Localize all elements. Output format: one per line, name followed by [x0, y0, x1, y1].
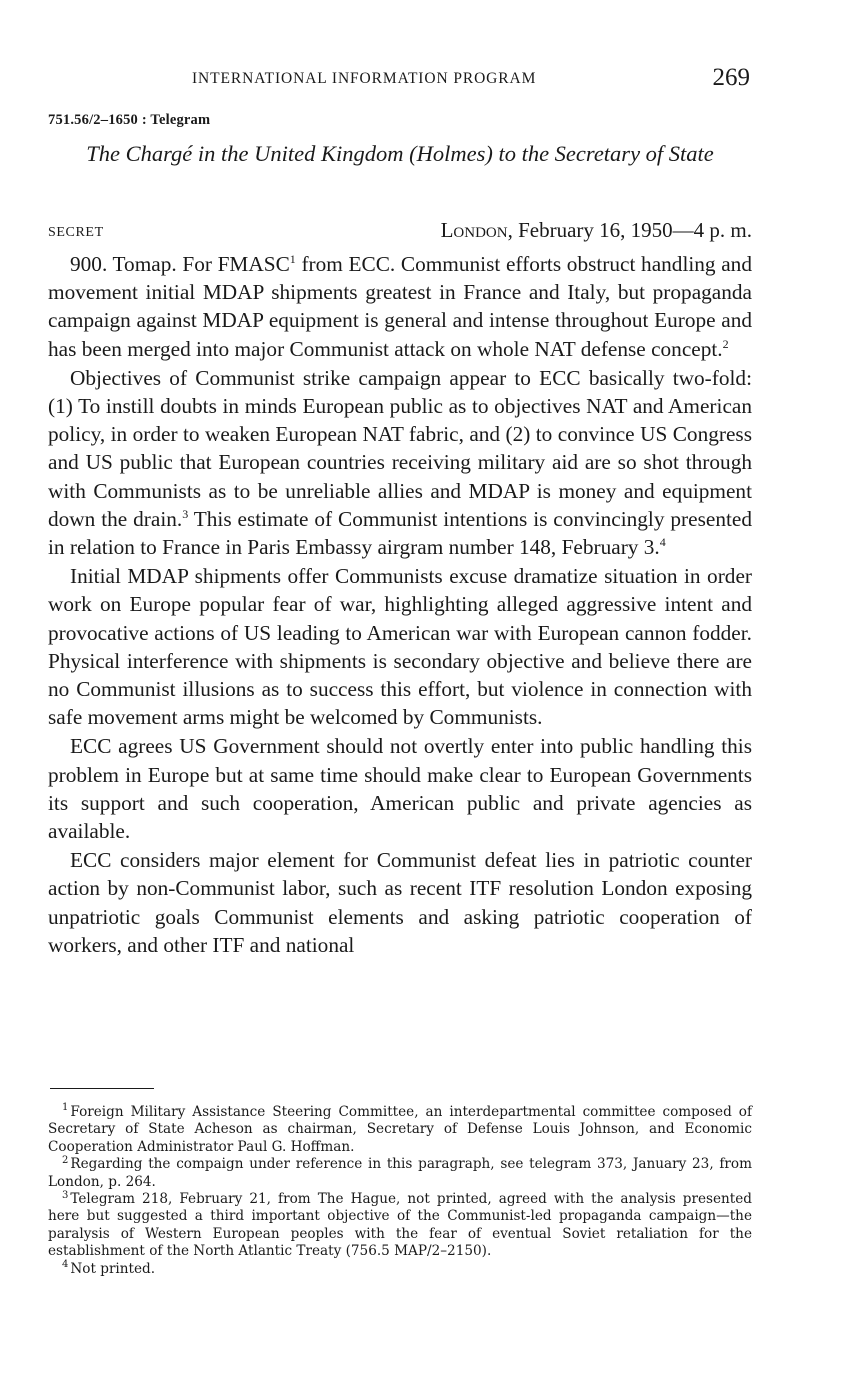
body-text: This estimate of Communist intentions is convincingly presented in relation to France in Paris Embassy airgram number 148, February 3.: [48, 506, 753, 560]
footnote-number: 3: [62, 1189, 69, 1201]
document-title: The Chargé in the United Kingdom (Holmes) to the Secretary of State: [86, 141, 714, 166]
body-paragraph: ECC considers major element for Communist defeat lies in patriotic counter action by non-Communist labor, such as recent ITF resolution London exposing unpatriotic goals Communist elements and asking patriotic cooperation of workers, and other ITF and national: [48, 848, 752, 957]
footnotes: [48, 1104, 752, 1278]
footnote-text: Telegram 218, February 21, from The Hague, not printed, agreed with the analysis presented here but suggested a third important objective of the Communist-led propaganda campaign—the paralysis of Western European peoples with the fear of eventual Soviet retaliation for the establishment of the North Atlantic Treaty (756.5 MAP/2–2150).: [48, 1191, 752, 1260]
footnote-text: Not printed.: [70, 1260, 156, 1277]
running-head: [48, 64, 752, 98]
footnote-marker: 1: [289, 251, 296, 266]
body-paragraph: ECC agrees US Government should not overtly enter into public handling this problem in Europe but at same time should make clear to European Governments its support and such cooperation, American public and private agencies as available.: [48, 734, 752, 844]
footnote-marker: 2: [722, 336, 729, 351]
footnote: [48, 1191, 752, 1261]
document-reference: 751.56/2–1650 : Telegram: [48, 112, 211, 128]
page-number: 269: [712, 64, 750, 91]
footnote: [48, 1104, 752, 1156]
footnote-marker: 3: [182, 506, 189, 521]
footnote-text: Regarding the compaign under reference in this paragraph, see telegram 373, January 23, from London, p. 264.: [48, 1156, 752, 1190]
body-text: 900. Tomap. For FMASC: [70, 252, 290, 276]
place-name: London: [440, 218, 508, 242]
body-paragraph: [48, 250, 752, 363]
footnote-number: 1: [62, 1102, 69, 1114]
body-paragraph: Initial MDAP shipments offer Communists excuse dramatize situation in order work on Europe popular fear of war, highlighting alleged aggressive intent and provocative actions of US leading to American war with European cannon fodder. Physical interference with shipments is secondary objective and believe there are no Communist illusions as to success this effort, but violence in connection with safe movement arms might be welcomed by Communists.: [48, 564, 752, 730]
footnote-number: 2: [62, 1154, 69, 1166]
telegram-body: [48, 250, 752, 959]
footnote-separator: [50, 1088, 154, 1089]
dateline: [48, 218, 752, 246]
body-paragraph: [48, 364, 752, 561]
date-time: , February 16, 1950—4 p. m.: [507, 218, 752, 242]
footnote-marker: 4: [659, 534, 666, 549]
running-title: INTERNATIONAL INFORMATION PROGRAM: [192, 70, 537, 87]
footnote-text: Foreign Military Assistance Steering Committee, an interdepartmental committee composed of Secretary of State Acheson as chairman, Secretary of Defense Louis Johnson, and Economic Cooperation Administrator Paul G. Hoffman.: [48, 1104, 752, 1155]
footnote-number: 4: [62, 1259, 69, 1271]
footnote: [48, 1156, 752, 1191]
body-text: from ECC. Communist efforts obstruct handling and movement initial MDAP shipments greatest in France and Italy, but propaganda campaign against MDAP equipment is general and intense throughout Europe and has been merged into major Communist attack on whole NAT defense concept.: [48, 252, 752, 361]
place-and-date: [441, 218, 752, 243]
footnote: [48, 1261, 752, 1278]
classification-label: SECRET: [48, 225, 104, 240]
body-text: Objectives of Communist strike campaign appear to ECC basically two-fold: (1) To instill doubts in minds European public as to objectives NAT and American policy, in order to weaken European NAT fabric, and (2) to convince US Congress and US public that European countries receiving military aid are so shot through with Communists as to be unreliable allies and MDAP is money and equipment down the drain.: [48, 365, 752, 531]
